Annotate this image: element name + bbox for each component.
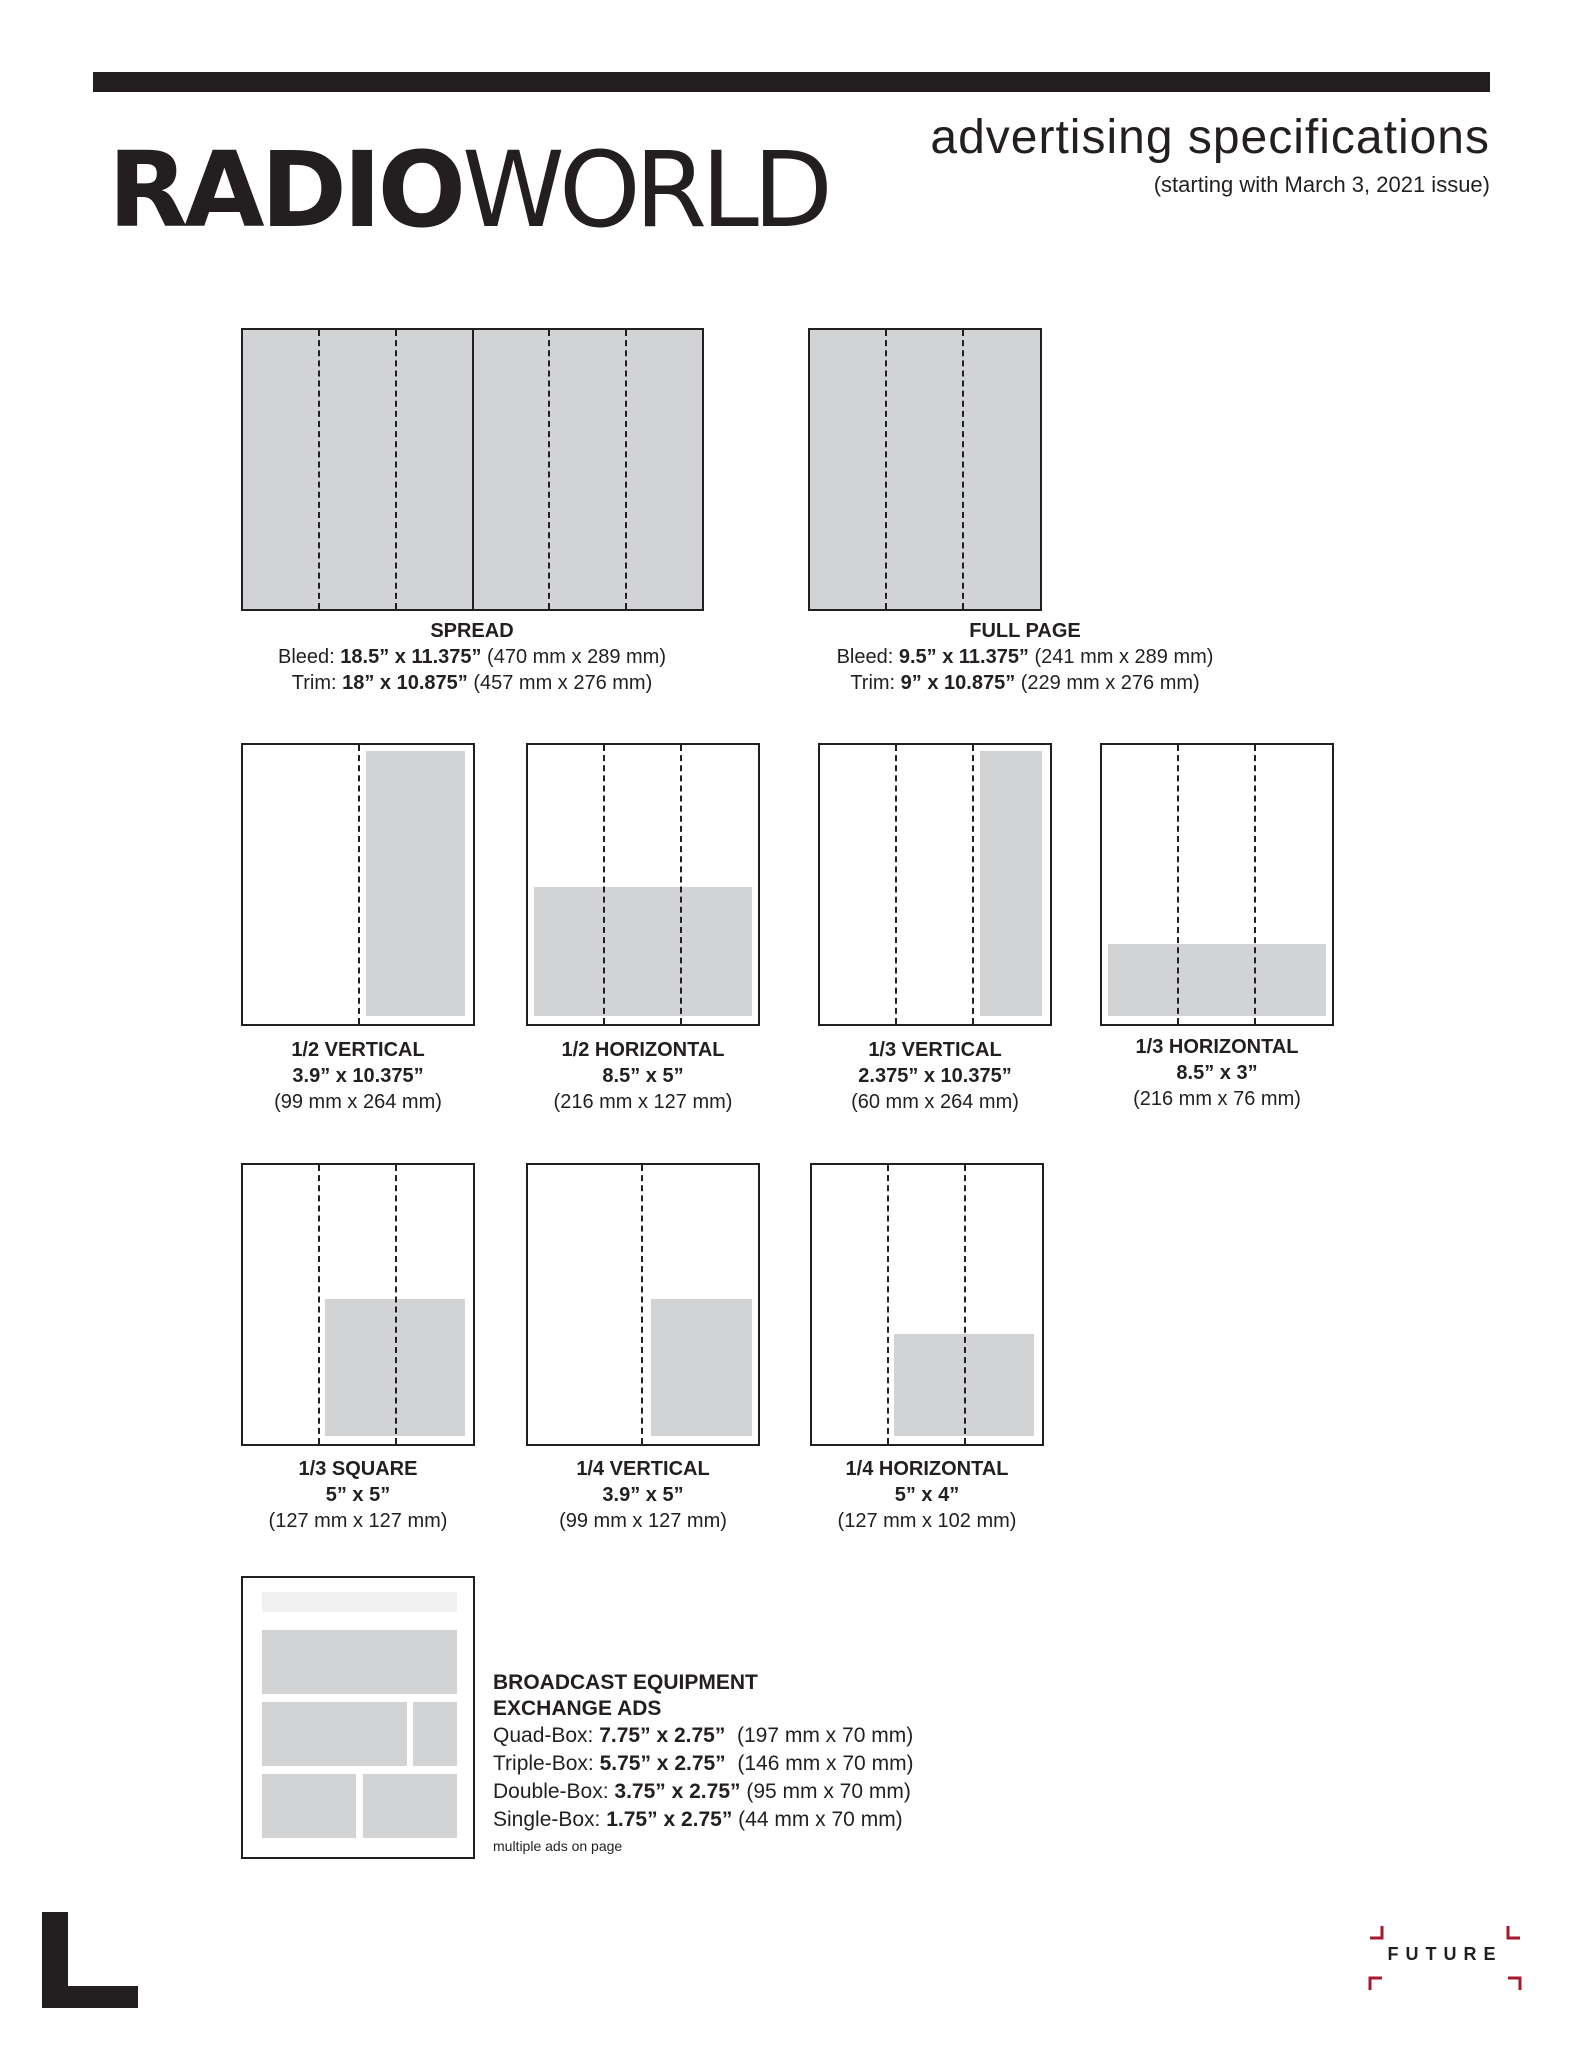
single-box xyxy=(413,1702,457,1766)
half-vertical-caption xyxy=(218,1037,498,1115)
page-title: advertising specifications xyxy=(930,111,1490,164)
bee-caption xyxy=(493,1670,914,1858)
ad-size-mm: (127 mm x 127 mm) xyxy=(268,1510,448,1532)
ad-size-mm: (216 mm x 76 mm) xyxy=(1133,1088,1301,1110)
top-rule xyxy=(93,72,1490,92)
full-page-diagram xyxy=(808,328,1042,611)
bee-title: BROADCAST EQUIPMENT xyxy=(493,1671,758,1694)
bee-row: Triple-Box: 5.75” x 2.75” (146 mm x 70 mm) xyxy=(493,1752,914,1775)
third-vertical-caption xyxy=(795,1037,1075,1115)
column-guide xyxy=(964,1165,966,1444)
ad-area xyxy=(366,751,465,1016)
spread-diagram xyxy=(241,328,704,611)
half-horizontal-caption xyxy=(503,1037,783,1115)
quarter-horizontal-diagram xyxy=(810,1163,1044,1446)
ad-title: FULL PAGE xyxy=(969,620,1081,642)
column-guide xyxy=(358,745,360,1024)
half-vertical-diagram xyxy=(241,743,475,1026)
column-guide xyxy=(395,1165,397,1444)
ad-area xyxy=(534,887,752,1016)
bee-diagram xyxy=(241,1576,475,1859)
column-guide xyxy=(887,1165,889,1444)
radioworld-logo: RADIOWORLD xyxy=(108,129,827,251)
third-square-diagram xyxy=(241,1163,475,1446)
ad-area xyxy=(1108,944,1326,1016)
column-guide xyxy=(1254,745,1256,1024)
quarter-horizontal-caption xyxy=(787,1456,1067,1534)
bee-title: EXCHANGE ADS xyxy=(493,1697,662,1720)
column-guide xyxy=(680,745,682,1024)
column-guide xyxy=(1177,745,1179,1024)
bee-row: Double-Box: 3.75” x 2.75” (95 mm x 70 mm) xyxy=(493,1780,911,1803)
future-wordmark: FUTURE xyxy=(1387,1944,1503,1964)
future-logo xyxy=(1366,1926,1524,1990)
double-box xyxy=(262,1774,356,1838)
triple-box xyxy=(262,1702,407,1766)
column-guide xyxy=(625,330,627,609)
column-guide xyxy=(318,330,320,609)
ad-area xyxy=(810,330,1040,609)
column-guide xyxy=(548,330,550,609)
third-square-caption xyxy=(218,1456,498,1534)
double-box xyxy=(363,1774,457,1838)
ad-title: SPREAD xyxy=(430,620,514,642)
column-guide xyxy=(318,1165,320,1444)
ad-size: 3.9” x 10.375” xyxy=(292,1065,424,1087)
ad-size-mm: (216 mm x 127 mm) xyxy=(553,1091,733,1113)
ad-area xyxy=(980,751,1042,1016)
header-strip xyxy=(262,1592,457,1612)
ad-size-mm: (60 mm x 264 mm) xyxy=(851,1091,1019,1113)
third-vertical-diagram xyxy=(818,743,1052,1026)
column-guide xyxy=(395,330,397,609)
ad-title: 1/3 HORIZONTAL xyxy=(1135,1036,1299,1058)
bee-note: multiple ads on page xyxy=(493,1838,623,1854)
ad-size-mm: (99 mm x 127 mm) xyxy=(559,1510,727,1532)
bee-row: Quad-Box: 7.75” x 2.75” (197 mm x 70 mm) xyxy=(493,1724,914,1747)
quarter-vertical-diagram xyxy=(526,1163,760,1446)
ad-size: 8.5” x 5” xyxy=(602,1065,684,1087)
third-horizontal-diagram xyxy=(1100,743,1334,1026)
ad-title: 1/3 SQUARE xyxy=(298,1458,418,1480)
column-guide xyxy=(603,745,605,1024)
quarter-vertical-caption xyxy=(503,1456,783,1534)
gutter-line xyxy=(472,330,474,609)
third-horizontal-caption xyxy=(1077,1034,1357,1112)
column-guide xyxy=(962,330,964,609)
half-horizontal-diagram xyxy=(526,743,760,1026)
ad-size: 5” x 4” xyxy=(894,1484,960,1506)
ad-title: 1/2 HORIZONTAL xyxy=(561,1039,725,1061)
ad-title: 1/2 VERTICAL xyxy=(291,1039,425,1061)
ad-title: 1/4 HORIZONTAL xyxy=(845,1458,1009,1480)
corner-l-mark xyxy=(42,1912,138,2008)
quad-box xyxy=(262,1630,457,1694)
full-page-caption: FULL PAGE Bleed: 9.5” x 11.375” (241 mm x 289 mm) Trim: 9” x 10.875” (229 mm x 276 mm) xyxy=(795,618,1255,696)
ad-size: 5” x 5” xyxy=(325,1484,391,1506)
column-guide xyxy=(972,745,974,1024)
ad-area xyxy=(651,1299,752,1436)
ad-size-mm: (99 mm x 264 mm) xyxy=(274,1091,442,1113)
spread-caption: SPREAD Bleed: 18.5” x 11.375” (470 mm x 289 mm) Trim: 18” x 10.875” (457 mm x 276 mm) xyxy=(232,618,712,696)
column-guide xyxy=(895,745,897,1024)
ad-size: 2.375” x 10.375” xyxy=(858,1065,1012,1087)
ad-size: 3.9” x 5” xyxy=(602,1484,684,1506)
column-guide xyxy=(641,1165,643,1444)
page-subtitle: (starting with March 3, 2021 issue) xyxy=(1153,172,1490,197)
ad-size-mm: (127 mm x 102 mm) xyxy=(837,1510,1017,1532)
ad-title: 1/3 VERTICAL xyxy=(868,1039,1002,1061)
column-guide xyxy=(885,330,887,609)
ad-title: 1/4 VERTICAL xyxy=(576,1458,710,1480)
ad-size: 8.5” x 3” xyxy=(1176,1062,1258,1084)
bee-row: Single-Box: 1.75” x 2.75” (44 mm x 70 mm) xyxy=(493,1808,903,1831)
